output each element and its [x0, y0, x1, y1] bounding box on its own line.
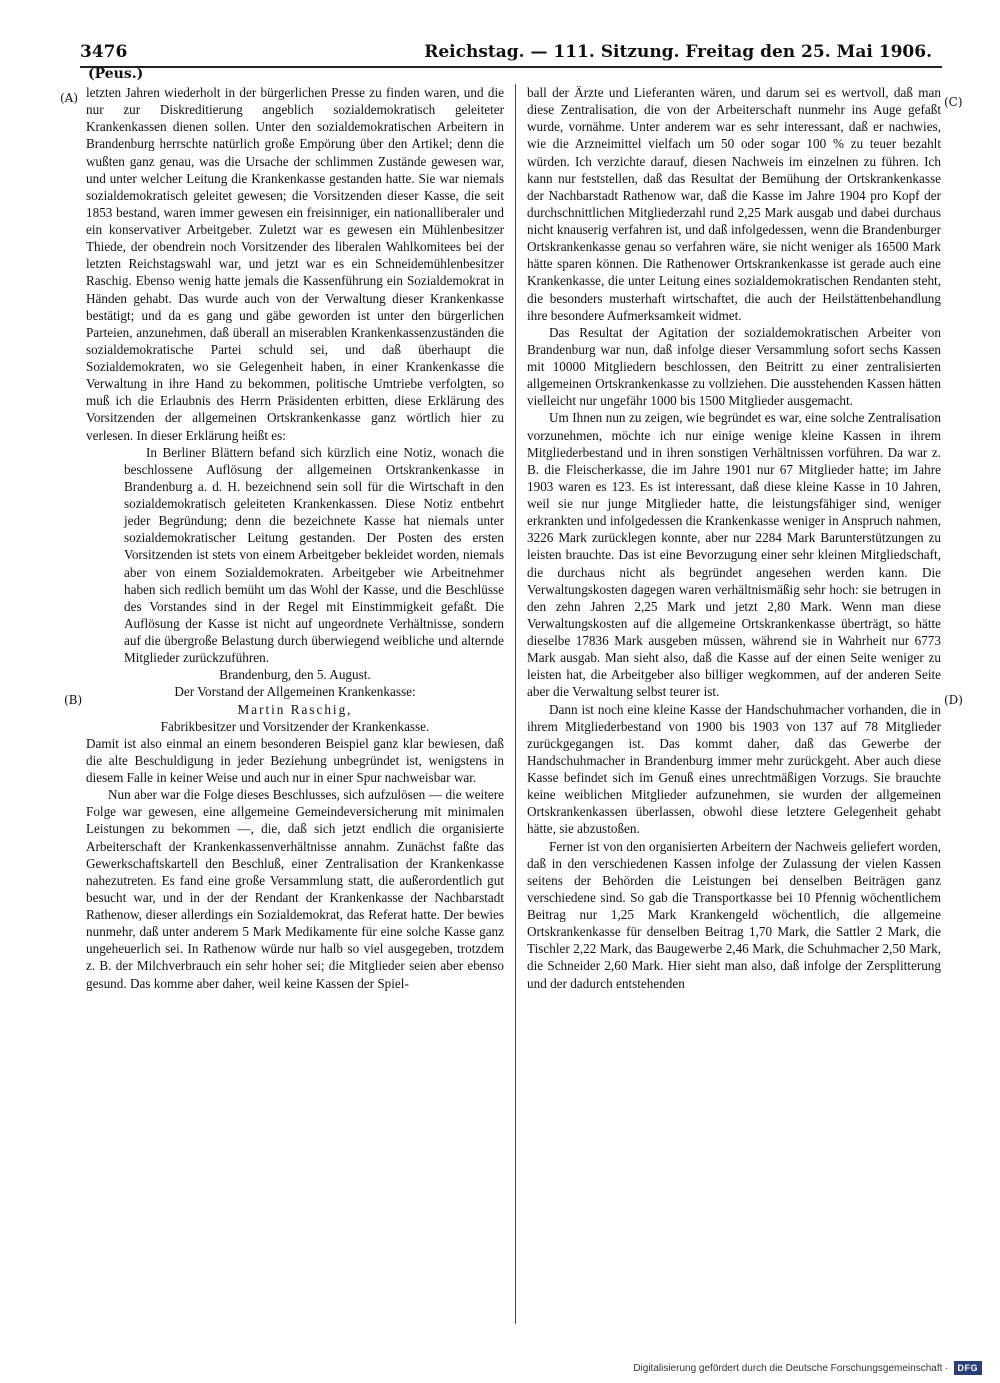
footer-text: Digitalisierung gefördert durch die Deutsche Forschungsgemeinschaft ·: [633, 1362, 949, 1374]
declaration-signer: Martin Raschig,: [237, 701, 353, 717]
page-number: 3476: [80, 42, 128, 62]
header-rule: [80, 66, 942, 68]
declaration-place-date: Brandenburg, den 5. August.: [219, 667, 371, 683]
paragraph: Dann ist noch eine kleine Kasse der Handschuhmacher vorhanden, die in ihrem Mitgliederbestand von 1900 bis 1903 von 137 auf 78 Mitglieder zurückgegangen ist. Das kommt daher, daß das Gewerbe der Handschuhmacher in Brandenburg immer mehr zurückgeht. Aber auch diese Kasse befindet sich im Genuß eines unrechtmäßigen Vorzugs. Sie brauchte keine weiblichen Mitglieder aufzunehmen, sie wurden der allgemeinen Ortskrankenkassen überlassen, obwohl diese letztere Gelegenheit gehabt hätte, sie abzustoßen.: [527, 701, 941, 837]
dfg-logo: DFG: [954, 1361, 983, 1375]
page-header: [80, 42, 942, 66]
paragraph: Um Ihnen nun zu zeigen, wie begründet es war, eine solche Zentralisation vorzunehmen, möchte ich nur einige wenige kleine Kassen in ihrem Mitgliederbestand und in ihren sonstigen Verhältnissen vorführen. Da war z. B. die Fleischerkasse, die im Jahre 1901 nur 67 Mitglieder hatte; im Jahre 1903 waren es 123. Es ist interessant, daß diese kleine Kasse in 10 Jahren, weil sie nur junge Mitglieder hatte, die leistungsfähiger sind, weniger erkrankten und infolgedessen die Krankenkasse weniger in Anspruch nahmen, 3226 Mark zurücklegen konnte, aber nur 2284 Mark Barunterstützungen zu leisten brauchte. Das ist eine Bevorzugung einer sehr kleinen Mitgliedschaft, die durchaus nicht als begründet angesehen werden kann. Die Verwaltungskosten dagegen waren verhältnismäßig sehr hoch: sie betrugen in den zehn Jahren 2,25 Mark und jetzt 2,80 Mark. Wenn man diese Verwaltungskosten auf die allgemeine Ortskrankenkasse überträgt, so hätte dieselbe 17836 Mark ausgeben müssen, während sie in Wahrheit nur 6773 Mark ausgab. Man sieht also, daß die Kasse auf der einen Seite weniger zu leisten hat, die Arbeitgeber also billiger wegkommen, auf der anderen Seite aber die Verwaltung selbst teurer ist.: [527, 410, 941, 700]
declaration-signer-title: Fabrikbesitzer und Vorsitzender der Krankenkasse.: [160, 718, 430, 734]
paragraph: Nun aber war die Folge dieses Beschlusses, sich aufzulösen — die weitere Folge war gewesen, eine allgemeine Gemeindeversicherung mit minimalen Leistungen zu bekommen —, die, daß sich jetzt endlich die organisierte Arbeiterschaft der Krankenkassenverhältnisse annahm. Zunächst faßte das Gewerkschaftskartell den Beschluß, einer Zentralisation der Krankenkasse nahezutreten. Es fand eine große Versammlung statt, die außerordentlich gut besucht war, und in der der Rendant der Krankenkasse der Nachbarstadt Rathenow, dieser allerdings ein Sozialdemokrat, das Referat hatte. Der bewies nunmehr, daß unter anderem 5 Mark Medikamente für eine solche Kasse ganz ungeheuerlich sei. In Rathenow würde nur halb so viel ausgegeben, trotzdem z. B. der Milchverbrauch ein sehr hoher sei; die Mitglieder seien aber ebenso gesund. Das komme aber daher, weil keine Kassen der Spiel-: [86, 787, 504, 991]
paragraph: letzten Jahren wiederholt in der bürgerlichen Presse zu finden waren, und die nur zur Diskreditierung angeblich sozialdemokratisch geleiteter Krankenkassen dienen sollen. Unter den sozialdemokratischen Arbeitern in Brandenburg herrschte natürlich große Empörung über den Artikel; denn die wußten ganz genau, was die Ursache der schlimmen Zustände gewesen war, und unter welcher Leitung die Krankenkasse gestanden hatte. Sie war niemals sozialdemokratisch geleitet gewesen; die Vorsitzenden dieser Kasse, die seit 1853 bestand, waren immer gewesen ein freisinniger, ein nationalliberaler und ein konservativer Arbeitgeber. Zuletzt war es gewesen ein Mühlenbesitzer Thiede, der obendrein noch Vorsitzender des liberalen Wahlkomitees bei der letzten Reichstagswahl war, und jetzt war es ein Schneidemühlenbesitzer Raschig. Ebenso wenig hatte jemals die Kassenführung ein Sozialdemokrat in Händen gehabt. Das wurde auch von der Verwaltung dieser Krankenkasse bestätigt; und da es gang und gäbe geworden ist unter den bürgerlichen Parteien, anzunehmen, daß überall an miserablen Krankenkassenzuständen die sozialdemokratische Partei schuld sei, und daß überhaupt die Sozialdemokraten, wo sie Gelegenheit haben, in einer Krankenkasse die Verwaltung in ihre Hand zu bekommen, politische Umtriebe verfolgten, so muß ich die Erlaubnis des Herrn Präsidenten erbitten, diese Erklärung des Vorsitzenden der allgemeinen Ortskrankenkasse ganz wörtlich hier zu verlesen. In dieser Erklärung heißt es:: [86, 85, 504, 443]
paragraph: Damit ist also einmal an einem besonderen Beispiel ganz klar bewiesen, daß die alte Beschuldigung in jeder Beziehung unbegründet ist, wenigstens in diesem Falle in keiner Weise und auch nur in einer Spur nachweisbar war.: [86, 735, 504, 785]
paragraph: Das Resultat der Agitation der sozialdemokratischen Arbeiter von Brandenburg war nun, daß infolge dieser Versammlung sofort sechs Kassen mit 10000 Mitgliedern beschlossen, den Beitritt zu einer zentralisierten allgemeinen Ortskrankenkasse zu vollziehen. Die ausstehenden Kassen hätten vielleicht nur ungefähr 1000 bis 1500 Mitglieder ausgemacht.: [527, 324, 941, 409]
quoted-declaration: In Berliner Blättern befand sich kürzlich eine Notiz, wonach die beschlossene Auflösung der allgemeinen Ortskrankenkasse in Brandenburg a. d. H. bezeichnend sein soll für die Wirtschaft in den sozialdemokratisch geleiteten Krankenkassen. Diese Notiz entbehrt jeder Begründung; denn die bezeichnete Kasse hat niemals unter sozialdemokratischer Leitung gestanden. Der Posten des ersten Vorsitzenden ist stets von einem Arbeitgeber bekleidet worden, niemals aber von einem Sozialdemokraten. Arbeitgeber wie Arbeitnehmer haben sich redlich bemüht um das Wohl der Kasse, und die Beschlüsse des Vorstandes sind in der Regel mit Einstimmigkeit gefaßt. Die Auflösung der Kasse ist nicht auf ungeordnete Verhältnisse, sondern auf die übergroße Belastung durch überwiegend weibliche und alternde Mitglieder zurückzuführen.: [124, 444, 504, 666]
margin-mark-b: (B): [64, 693, 83, 707]
margin-mark-d: (D): [944, 693, 963, 707]
paragraph: ball der Ärzte und Lieferanten wären, und darum sei es wertvoll, daß man diese Zentralisation, die von der Arbeiterschaft nunmehr ins Auge gefaßt wurde, vornähme. Unter anderem war es sehr interessant, daß er nachwies, wie die Arzneimittel vielfach um 50 oder sogar 100 % zu teuer bezahlt würden. Ich verzichte darauf, diesen Nachweis im einzelnen zu führen. Ich kann nur feststellen, daß das Resultat der Bemühung der Ortskrankenkasse der Nachbarstadt Rathenow war, daß die Kasse im Jahre 1904 pro Kopf der durchschnittlichen Mitgliederzahl rund 2,25 Mark ausgab und dabei durchaus nicht knauserig verfahren ist, und daß infolgedessen, wenn die Brandenburger Ortskrankenkasse genau so verfahren wäre, sie nicht weniger als 16500 Mark hätte sparen können. Die Rathenower Ortskrankenkasse ist gerade auch eine Krankenkasse, die unter Leitung eines sozialdemokratischen Rendanten steht, die besonders musterhaft wirtschaftet, die auch der Heilstättenbehandlung ihre besondere Aufmerksamkeit widmet.: [527, 85, 941, 323]
footer-credit: [633, 1361, 982, 1375]
header-title: Reichstag. — 111. Sitzung. Freitag den 25. Mai 1906.: [424, 42, 932, 62]
margin-mark-a: (A): [60, 91, 79, 105]
paragraph: Ferner ist von den organisierten Arbeitern der Nachweis geliefert worden, daß in den verschiedenen Kassen infolge der Zulassung der vielen Kassen seitens der Behörden die Leistungen bei denselben Beiträgen ganz verschiedene sind. So gab die Transportkasse bei 10 Pfennig wöchentlichem Beitrag nur 1,25 Mark Krankengeld wöchentlich, die allgemeine Ortskrankenkasse für denselben Beitrag 1,70 Mark, die Sattler 2 Mark, die Tischler 2,22 Mark, das Baugewerbe 2,46 Mark, die Schuhmacher 2,50 Mark, die Schneider 2,60 Mark. Hier sieht man also, daß infolge der Zersplitterung und der dadurch entstehenden: [527, 838, 941, 991]
speaker-name: (Peus.): [88, 66, 144, 82]
declaration-board: Der Vorstand der Allgemeinen Krankenkasse:: [174, 684, 416, 700]
left-column: [86, 84, 504, 1324]
margin-mark-c: (C): [944, 95, 963, 109]
right-column: [527, 84, 941, 1324]
column-divider: [515, 84, 516, 1324]
